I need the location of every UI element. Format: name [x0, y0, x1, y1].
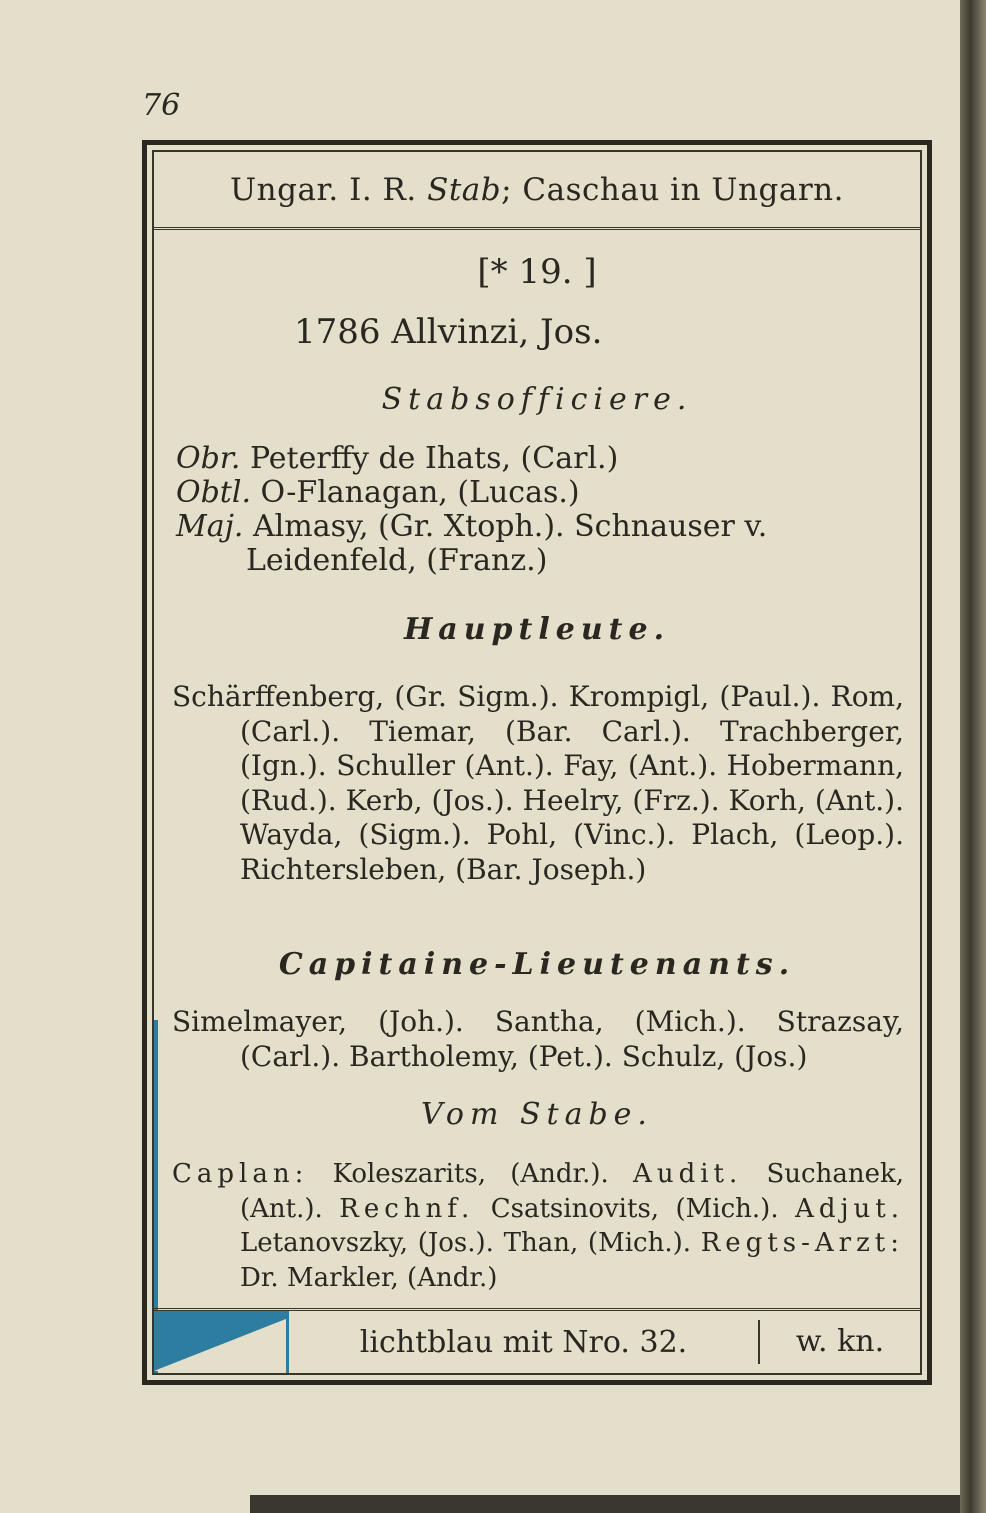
regiment-header	[154, 152, 920, 230]
vom-stabe-list	[172, 1157, 904, 1295]
audit-text: Suchanek, (Ant.).	[240, 1159, 904, 1224]
arzt-label: Regts-Arzt:	[700, 1228, 905, 1258]
officer-rank: Obtl.	[176, 475, 251, 510]
heading-capitaine-lieutenants: Capitaine-Lieutenants.	[278, 947, 796, 982]
uniform-swatch-graphic	[154, 1311, 286, 1371]
header-stab: Stab	[427, 171, 502, 208]
uniform-color-swatch	[154, 1311, 286, 1373]
uniform-footer	[154, 1308, 920, 1373]
caplan-text: Koleszarits, (Andr.).	[332, 1159, 609, 1189]
hauptleute-list: Schärffenberg, (Gr. Sigm.). Krompigl, (Paul.). Rom, (Carl.). Tiemar, (Bar. Carl.). Trachberger, (Ign.). Schuller (Ant.). Fay, (Ant.). Hobermann, (Rud.). Kerb, (Jos.). Heelry, (Frz.). Korh, (Ant.). Wayda, (Sigm.). Pohl, (Vinc.). Plach, (Leop.). Richtersleben, (Bar. Joseph.)	[172, 680, 904, 886]
heading-stabsofficiere: Stabsofficiere.	[381, 382, 693, 417]
rechnf-text: Csatsinovits, (Mich.).	[490, 1193, 779, 1224]
uniform-description: lichtblau mit Nro. 32.	[286, 1311, 758, 1373]
heading-hauptleute: Hauptleute.	[403, 612, 671, 647]
page-number: 76	[142, 88, 181, 123]
capitaine-list: Simelmayer, (Joh.). Santha, (Mich.). Strazsay, (Carl.). Bartholemy, (Pet.). Schulz, (Jos.)	[172, 1005, 904, 1073]
regiment-number: [* 19. ]	[477, 252, 597, 292]
arzt-text: Dr. Markler, (Andr.)	[240, 1262, 498, 1293]
bottom-edge-shadow	[250, 1495, 960, 1513]
caplan-label: Caplan:	[172, 1159, 309, 1189]
adjut-label: Adjut.	[795, 1193, 905, 1224]
officer-entry	[176, 510, 902, 578]
officer-entry	[176, 442, 902, 476]
header-prefix: Ungar. I. R.	[230, 171, 417, 208]
stabsofficiere-list	[176, 442, 902, 578]
header-suffix: ; Caschau in Ungarn.	[501, 171, 844, 208]
audit-label: Audit.	[633, 1159, 743, 1189]
button-code: w. kn.	[758, 1320, 920, 1363]
officer-rank: Maj.	[176, 509, 244, 544]
book-spine	[960, 0, 986, 1513]
officer-name: Peterffy de Ihats, (Carl.)	[249, 441, 619, 476]
regiment-frame	[142, 140, 932, 1385]
officer-name: Almasy, (Gr. Xtoph.). Schnauser v. Leidenfeld, (Franz.)	[246, 509, 768, 578]
adjut-text: Letanovszky, (Jos.). Than, (Mich.).	[240, 1228, 691, 1258]
rechnf-label: Rechnf.	[339, 1193, 475, 1224]
officer-entry	[176, 476, 902, 510]
officer-name: O-Flanagan, (Lucas.)	[260, 475, 580, 510]
heading-vom-stabe: Vom Stabe.	[421, 1097, 653, 1132]
officer-rank: Obr.	[176, 441, 241, 476]
regiment-frame-inner	[152, 150, 922, 1375]
regiment-commander: 1786 Allvinzi, Jos.	[294, 312, 603, 352]
